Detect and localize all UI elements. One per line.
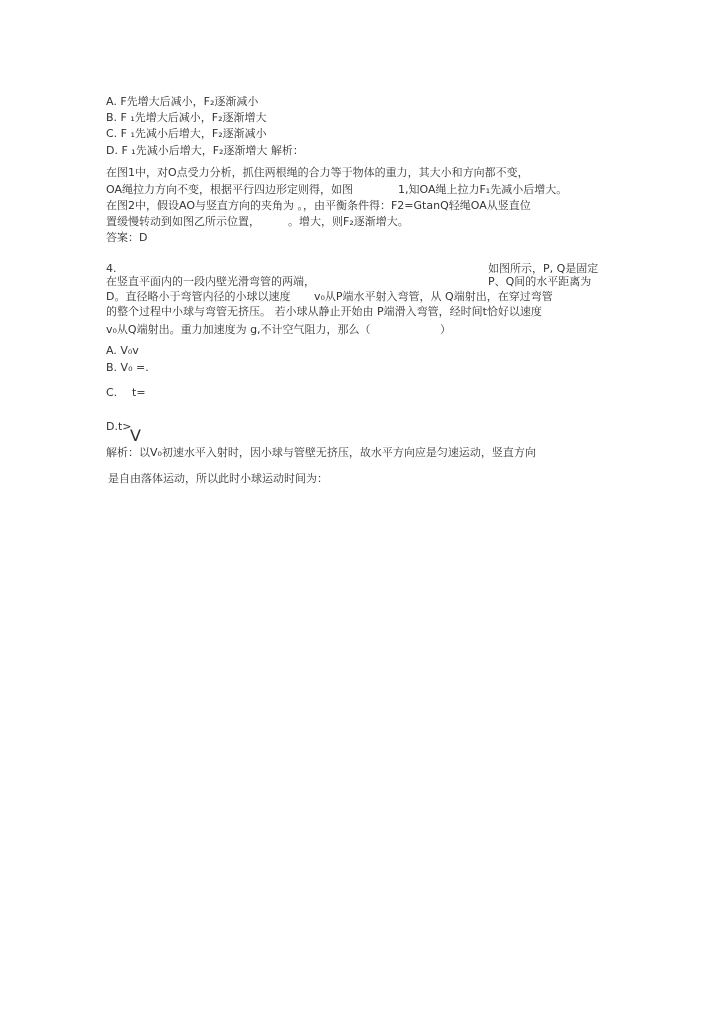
analysis-line: 在图1中，对O点受力分析，抓住两根绳的合力等于物体的重力，其大小和方向都不变， (106, 166, 529, 179)
option-b-prev: B. F ₁先增大后减小，F₂逐渐增大 (106, 111, 267, 124)
question-text: P、Q间的水平距离为 (488, 275, 592, 288)
option-c-label: C. (106, 386, 118, 399)
analysis-line: 是自由落体运动，所以此时小球运动时间为： (108, 472, 328, 485)
question-text: v₀从Q端射出。重力加速度为 g,不计空气阻力，那么（ (106, 323, 371, 336)
option-c-prev: C. F ₁先减小后增大，F₂逐渐减小 (106, 127, 267, 140)
question-text: 的整个过程中小球与弯管无挤压。 若小球从静止开始由 P端滑入弯管，经时间t恰好以速度 (106, 305, 542, 318)
analysis-line: 解析：以V₀初速水平入射时，因小球与管壁无挤压，故水平方向应是匀速运动，竖直方向 (106, 446, 536, 459)
question-text: ） (440, 323, 451, 336)
analysis-line: 置缓慢转动到如图乙所示位置， (106, 215, 260, 228)
analysis-line: 1,知OA绳上拉力F₁先减小后增大。 (398, 183, 568, 196)
option-d-prev: D. F ₁先减小后增大，F₂逐渐增大 解析： (106, 144, 304, 157)
option-d-v: V (130, 426, 141, 445)
analysis-line: 。增大，则F₂逐渐增大。 (288, 215, 409, 228)
option-a: A. V₀v (106, 344, 139, 357)
question-text: 如图所示，P, Q是固定 (488, 262, 599, 275)
analysis-line: 在图2中，假设AO与竖直方向的夹角为 。，由平衡条件得：F2=GtanQ轻绳OA从竖直位 (106, 199, 531, 212)
analysis-line: OA绳拉力方向不变，根据平行四边形定则得，如图 (106, 183, 353, 196)
option-c-value: t= (132, 386, 146, 399)
answer-text: 答案：D (106, 231, 148, 244)
option-b: B. V₀ =. (106, 361, 149, 374)
option-a-prev: A. F先增大后减小，F₂逐渐减小 (106, 95, 259, 108)
option-d-label: D.t> (106, 420, 132, 433)
question-text: v₀从P端水平射入弯管，从 Q端射出，在穿过弯管 (314, 290, 553, 303)
question-text: 在竖直平面内的一段内壁光滑弯管的两端， (106, 275, 315, 288)
question-number: 4. (106, 262, 117, 275)
question-text: D。直径略小于弯管内径的小球以速度 (106, 290, 291, 303)
